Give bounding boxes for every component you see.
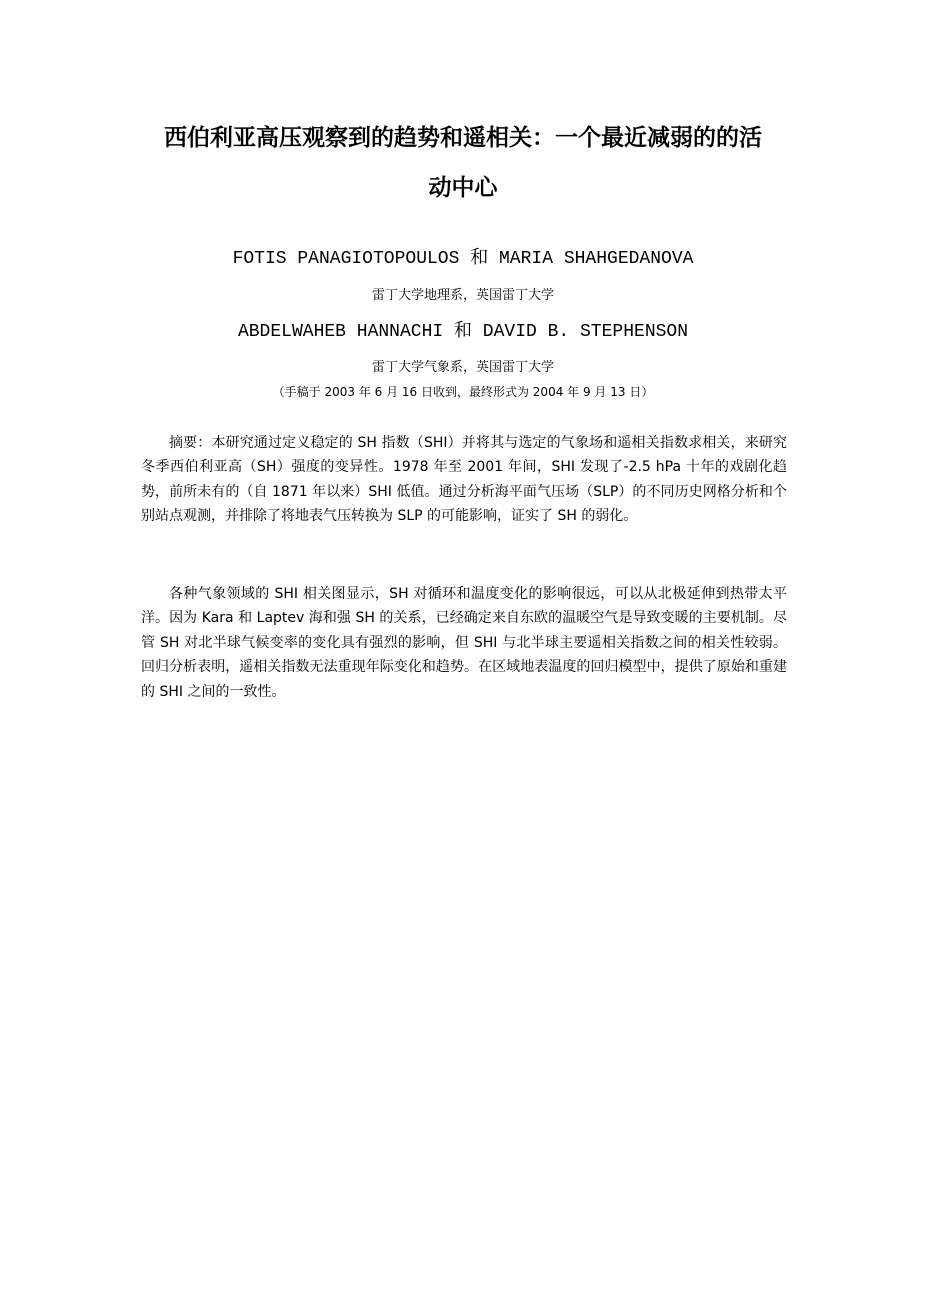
author-line-2: ABDELWAHEB HANNACHI 和 DAVID B. STEPHENSON xyxy=(237,322,689,342)
abstract-paragraph-2-text: 各种气象领域的 SHI 相关图显示，SH 对循环和温度变化的影响很远，可以从北极延伸到热带太平洋。因为 Kara 和 Laptev 海和强 SH 的关系，已经确定来自东欧的温暖空气是导致变暖的主要机制。尽管 SH 对北半球气候变率的变化具有强烈的影响，但 SHI 与北半球主要遥相关指数之间的相关性较弱。回归分析表明，遥相关指数无法重现年际变化和趋势。在区域地表温度的回归模型中，提供了原始和重建的 SHI 之间的一致性。 xyxy=(141,586,787,700)
paper-title-line-1: 西伯利亚高压观察到的趋势和遥相关：一个最近减弱的的活 xyxy=(164,125,762,151)
abstract-paragraph-1 xyxy=(141,431,787,529)
received-dates: （手稿于 2003 年 6 月 16 日收到，最终形式为 2004 年 9 月 13 日） xyxy=(272,385,654,399)
affiliation-1: 雷丁大学地理系，英国雷丁大学 xyxy=(371,288,554,303)
abstract-paragraph-2 xyxy=(141,582,787,704)
affiliation-2: 雷丁大学气象系，英国雷丁大学 xyxy=(371,360,554,375)
author-line-1: FOTIS PANAGIOTOPOULOS 和 MARIA SHAHGEDANOVA xyxy=(232,249,694,269)
abstract-paragraph-1-text: 摘要：本研究通过定义稳定的 SH 指数（SHI）并将其与选定的气象场和遥相关指数求相关，来研究冬季西伯利亚高（SH）强度的变异性。1978 年至 2001 年间，SHI 发现了-2.5 hPa 十年的戏剧化趋势，前所未有的（自 1871 年以来）SHI 低值。通过分析海平面气压场（SLP）的不同历史网格分析和个别站点观测，并排除了将地表气压转换为 SLP 的可能影响，证实了 SH 的弱化。 xyxy=(141,435,787,525)
paper-title-line-2: 动中心 xyxy=(428,175,498,201)
